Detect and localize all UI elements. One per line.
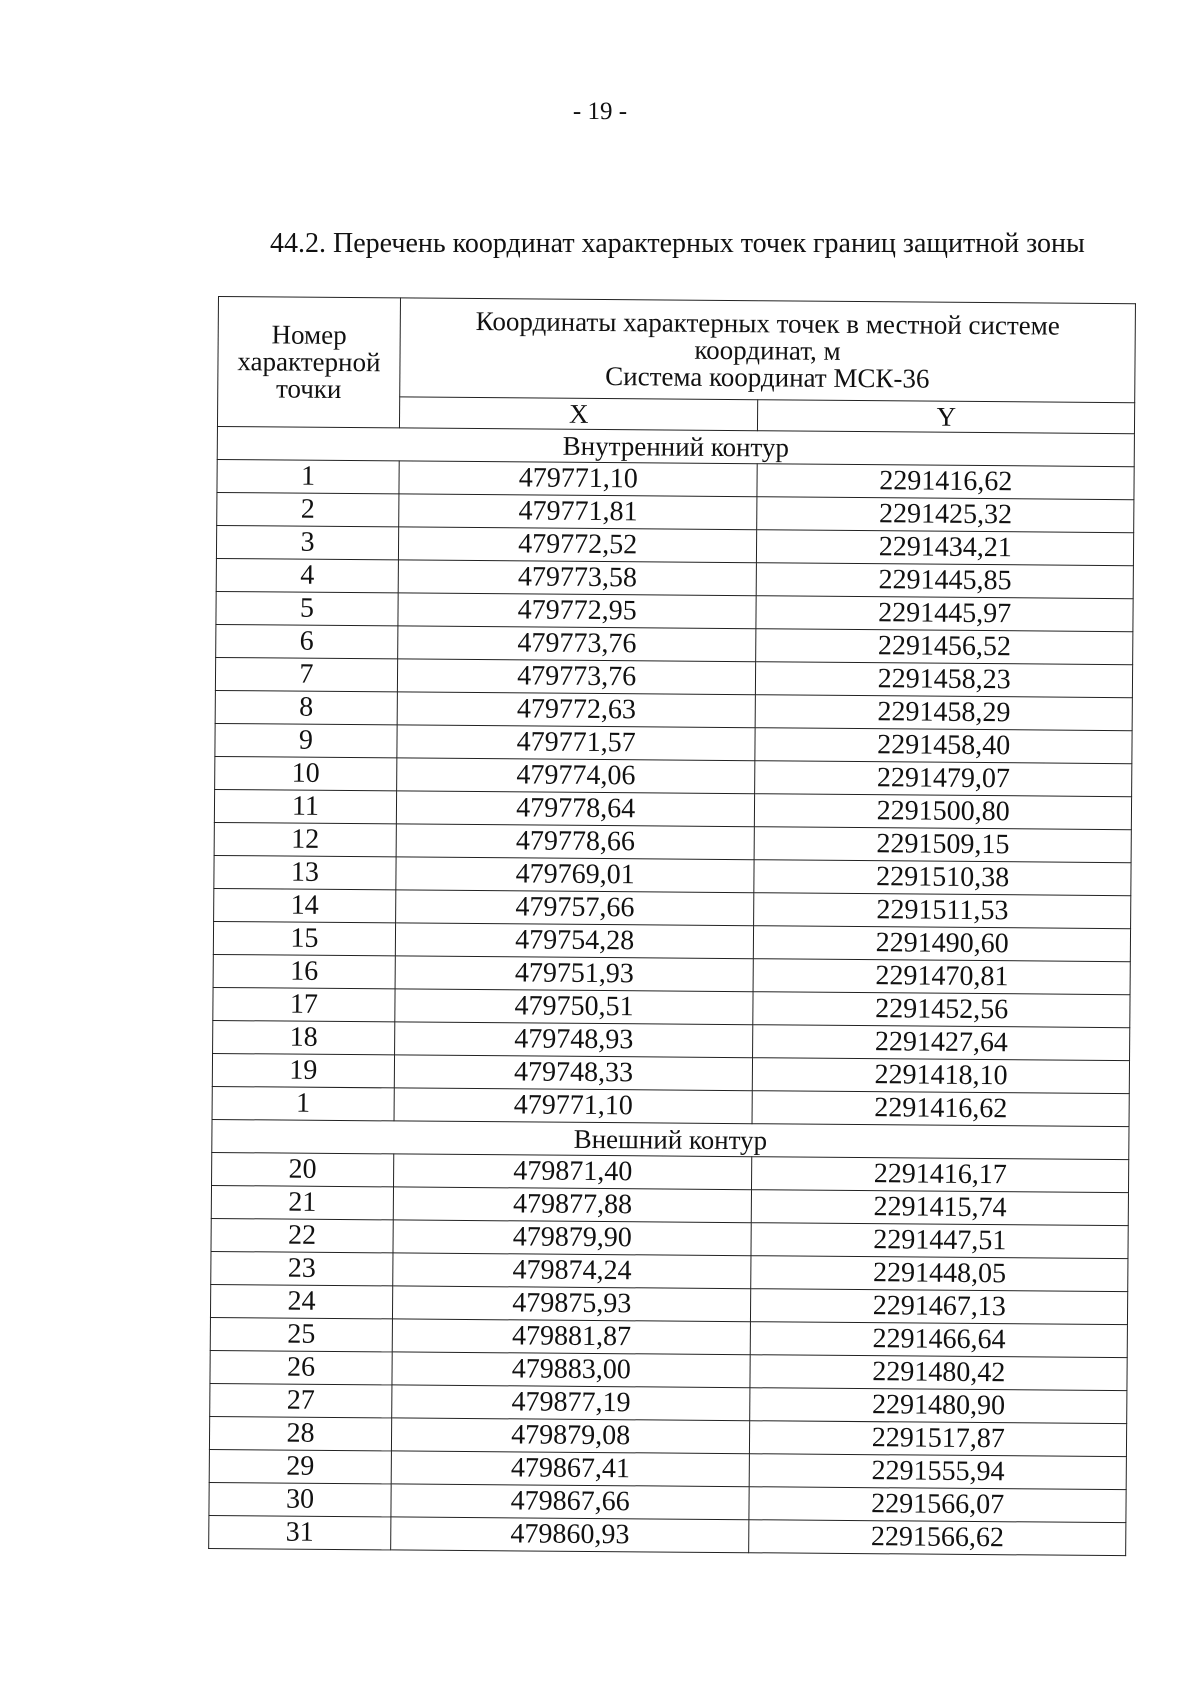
y-coordinate-cell: 2291416,17 [752,1157,1129,1193]
x-coordinate-cell: 479772,52 [398,527,757,563]
point-number-cell: 1 [217,459,399,493]
point-number-cell: 10 [215,756,397,790]
point-number-cell: 25 [210,1317,392,1351]
header-y: Y [758,400,1135,434]
point-number-cell: 1 [212,1086,394,1120]
header-coordinates-line2: координат, м [694,334,841,366]
x-coordinate-cell: 479751,93 [395,956,754,992]
point-number-cell: 28 [209,1416,391,1450]
coordinates-table [208,296,1136,1556]
point-number-cell: 16 [213,954,395,988]
x-coordinate-cell: 479771,10 [394,1088,753,1124]
x-coordinate-cell: 479754,28 [395,923,754,959]
x-coordinate-cell: 479771,81 [399,494,758,530]
x-coordinate-cell: 479877,88 [393,1187,752,1223]
y-coordinate-cell: 2291480,42 [750,1355,1127,1391]
y-coordinate-cell: 2291470,81 [754,959,1131,995]
y-coordinate-cell: 2291479,07 [755,761,1132,797]
point-number-cell: 6 [216,624,398,658]
x-coordinate-cell: 479771,57 [397,725,756,761]
y-coordinate-cell: 2291418,10 [753,1058,1130,1094]
y-coordinate-cell: 2291458,29 [756,695,1133,731]
y-coordinate-cell: 2291566,62 [749,1520,1126,1556]
x-coordinate-cell: 479879,08 [391,1418,750,1454]
header-coordinates-line3: Система координат МСК-36 [605,360,930,394]
point-number-cell: 31 [209,1515,391,1549]
x-coordinate-cell: 479748,33 [394,1055,753,1091]
y-coordinate-cell: 2291448,05 [751,1256,1128,1292]
point-number-cell: 3 [216,525,398,559]
point-number-cell: 5 [216,591,398,625]
point-number-cell: 14 [214,888,396,922]
point-number-cell: 2 [217,492,399,526]
y-coordinate-cell: 2291416,62 [757,464,1134,500]
x-coordinate-cell: 479871,40 [393,1154,752,1190]
point-number-cell: 8 [215,690,397,724]
y-coordinate-cell: 2291555,94 [750,1454,1127,1490]
table-header [217,297,1135,434]
x-coordinate-cell: 479874,24 [393,1253,752,1289]
point-number-cell: 9 [215,723,397,757]
point-number-cell: 29 [209,1449,391,1483]
y-coordinate-cell: 2291415,74 [752,1190,1129,1226]
document-heading: 44.2. Перечень координат характерных точек границ защитной зоны [270,228,1085,259]
point-number-cell: 13 [214,855,396,889]
point-number-cell: 12 [214,822,396,856]
y-coordinate-cell: 2291511,53 [754,893,1131,929]
table-body [209,426,1135,1555]
x-coordinate-cell: 479867,66 [391,1484,750,1520]
y-coordinate-cell: 2291425,32 [757,497,1134,533]
y-coordinate-cell: 2291466,64 [751,1322,1128,1358]
x-coordinate-cell: 479757,66 [396,890,755,926]
x-coordinate-cell: 479867,41 [391,1451,750,1487]
header-x: X [399,397,758,431]
y-coordinate-cell: 2291517,87 [750,1421,1127,1457]
point-number-cell: 23 [211,1251,393,1285]
x-coordinate-cell: 479778,64 [396,791,755,827]
x-coordinate-cell: 479881,87 [392,1319,751,1355]
point-number-cell: 18 [213,1020,395,1054]
point-number-cell: 24 [210,1284,392,1318]
x-coordinate-cell: 479771,10 [399,461,758,497]
point-number-cell: 19 [212,1053,394,1087]
y-coordinate-cell: 2291445,85 [757,563,1134,599]
x-coordinate-cell: 479778,66 [396,824,755,860]
x-coordinate-cell: 479773,76 [398,626,757,662]
y-coordinate-cell: 2291458,40 [755,728,1132,764]
x-coordinate-cell: 479877,19 [392,1385,751,1421]
y-coordinate-cell: 2291427,64 [753,1025,1130,1061]
y-coordinate-cell: 2291500,80 [755,794,1132,830]
y-coordinate-cell: 2291510,38 [754,860,1131,896]
x-coordinate-cell: 479860,93 [391,1517,750,1553]
section-title: Внутренний контур [217,426,1134,466]
point-number-cell: 30 [209,1482,391,1516]
section-title: Внешний контур [212,1119,1129,1159]
x-coordinate-cell: 479774,06 [397,758,756,794]
y-coordinate-cell: 2291447,51 [751,1223,1128,1259]
y-coordinate-cell: 2291480,90 [750,1388,1127,1424]
point-number-cell: 7 [215,657,397,691]
y-coordinate-cell: 2291434,21 [757,530,1134,566]
y-coordinate-cell: 2291509,15 [755,827,1132,863]
point-number-cell: 15 [213,921,395,955]
x-coordinate-cell: 479879,90 [393,1220,752,1256]
table-row [209,1515,1126,1555]
point-number-cell: 20 [212,1152,394,1186]
point-number-cell: 26 [210,1350,392,1384]
y-coordinate-cell: 2291490,60 [754,926,1131,962]
x-coordinate-cell: 479875,93 [392,1286,751,1322]
y-coordinate-cell: 2291445,97 [756,596,1133,632]
x-coordinate-cell: 479773,58 [398,560,757,596]
y-coordinate-cell: 2291566,07 [749,1487,1126,1523]
point-number-cell: 22 [211,1218,393,1252]
y-coordinate-cell: 2291467,13 [751,1289,1128,1325]
point-number-cell: 4 [216,558,398,592]
x-coordinate-cell: 479883,00 [392,1352,751,1388]
header-point-number: Номер характерной точки [217,297,400,428]
header-coordinates [400,298,1136,403]
page-number: - 19 - [572,98,628,125]
x-coordinate-cell: 479772,95 [398,593,757,629]
x-coordinate-cell: 479748,93 [394,1022,753,1058]
x-coordinate-cell: 479769,01 [396,857,755,893]
x-coordinate-cell: 479773,76 [397,659,756,695]
x-coordinate-cell: 479772,63 [397,692,756,728]
point-number-cell: 21 [211,1185,393,1219]
y-coordinate-cell: 2291456,52 [756,629,1133,665]
y-coordinate-cell: 2291458,23 [756,662,1133,698]
y-coordinate-cell: 2291452,56 [753,992,1130,1028]
y-coordinate-cell: 2291416,62 [752,1091,1129,1127]
point-number-cell: 17 [213,987,395,1021]
point-number-cell: 27 [210,1383,392,1417]
x-coordinate-cell: 479750,51 [395,989,754,1025]
header-coordinates-line1: Координаты характерных точек в местной системе [475,305,1060,341]
point-number-cell: 11 [214,789,396,823]
